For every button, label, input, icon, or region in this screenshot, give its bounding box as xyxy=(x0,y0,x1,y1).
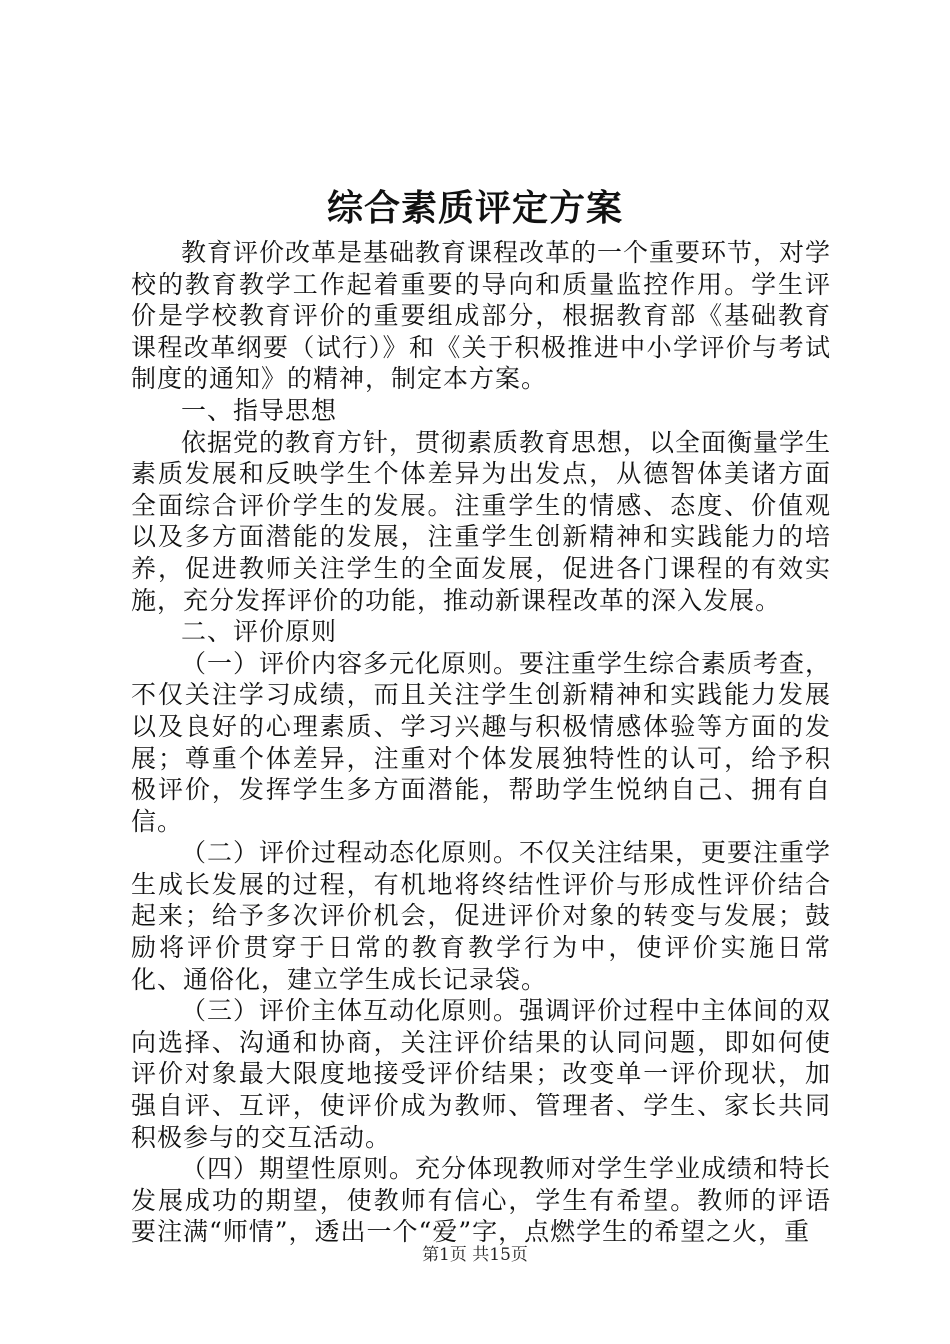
section-heading-guiding-thought: 一、指导思想 xyxy=(181,395,338,425)
section-heading-principles: 二、评价原则 xyxy=(181,617,338,647)
document-body xyxy=(131,237,831,1248)
intro-paragraph: 教育评价改革是基础教育课程改革的一个重要环节，对学校的教育教学工作起着重要的导向和质量监控作用。学生评价是学校教育评价的重要组成部分，根据教育部《基础教育课程改革纲要（试行）》和《关于积极推进中小学评价与考试制度的通知》的精神，制定本方案。 xyxy=(131,238,832,394)
page-footer: 第1页 共15页 xyxy=(422,1245,528,1265)
principle-4-paragraph: （四）期望性原则。充分体现教师对学生学业成绩和特长发展成功的期望，使教师有信心，学生有希望。教师的评语要注满“师情”，透出一个“爱”字，点燃学生的希望之火，重 xyxy=(131,1154,832,1247)
principle-3-paragraph: （三）评价主体互动化原则。强调评价过程中主体间的双向选择、沟通和协商，关注评价结果的认同问题，即如何使评价对象最大限度地接受评价结果；改变单一评价现状，加强自评、互评，使评价成为教师、管理者、学生、家长共同积极参与的交互活动。 xyxy=(131,996,832,1152)
principle-2-paragraph: （二）评价过程动态化原则。不仅关注结果，更要注重学生成长发展的过程，有机地将终结性评价与形成性评价结合起来；给予多次评价机会，促进评价对象的转变与发展；鼓励将评价贯穿于日常的教育教学行为中，使评价实施日常化、通俗化，建立学生成长记录袋。 xyxy=(131,838,832,994)
guiding-thought-paragraph: 依据党的教育方针，贯彻素质教育思想，以全面衡量学生素质发展和反映学生个体差异为出发点，从德智体美诸方面全面综合评价学生的发展。注重学生的情感、态度、价值观以及多方面潜能的发展，注重学生创新精神和实践能力的培养，促进教师关注学生的全面发展，促进各门课程的有效实施，充分发挥评价的功能，推动新课程改革的深入发展。 xyxy=(131,427,832,615)
principle-1-paragraph: （一）评价内容多元化原则。要注重学生综合素质考查，不仅关注学习成绩，而且关注学生创新精神和实践能力发展以及良好的心理素质、学习兴趣与积极情感体验等方面的发展；尊重个体差异，注重对个体发展独特性的认可，给予积极评价，发挥学生多方面潜能，帮助学生悦纳自己、拥有自信。 xyxy=(131,648,832,836)
document-title: 综合素质评定方案 xyxy=(326,187,623,229)
